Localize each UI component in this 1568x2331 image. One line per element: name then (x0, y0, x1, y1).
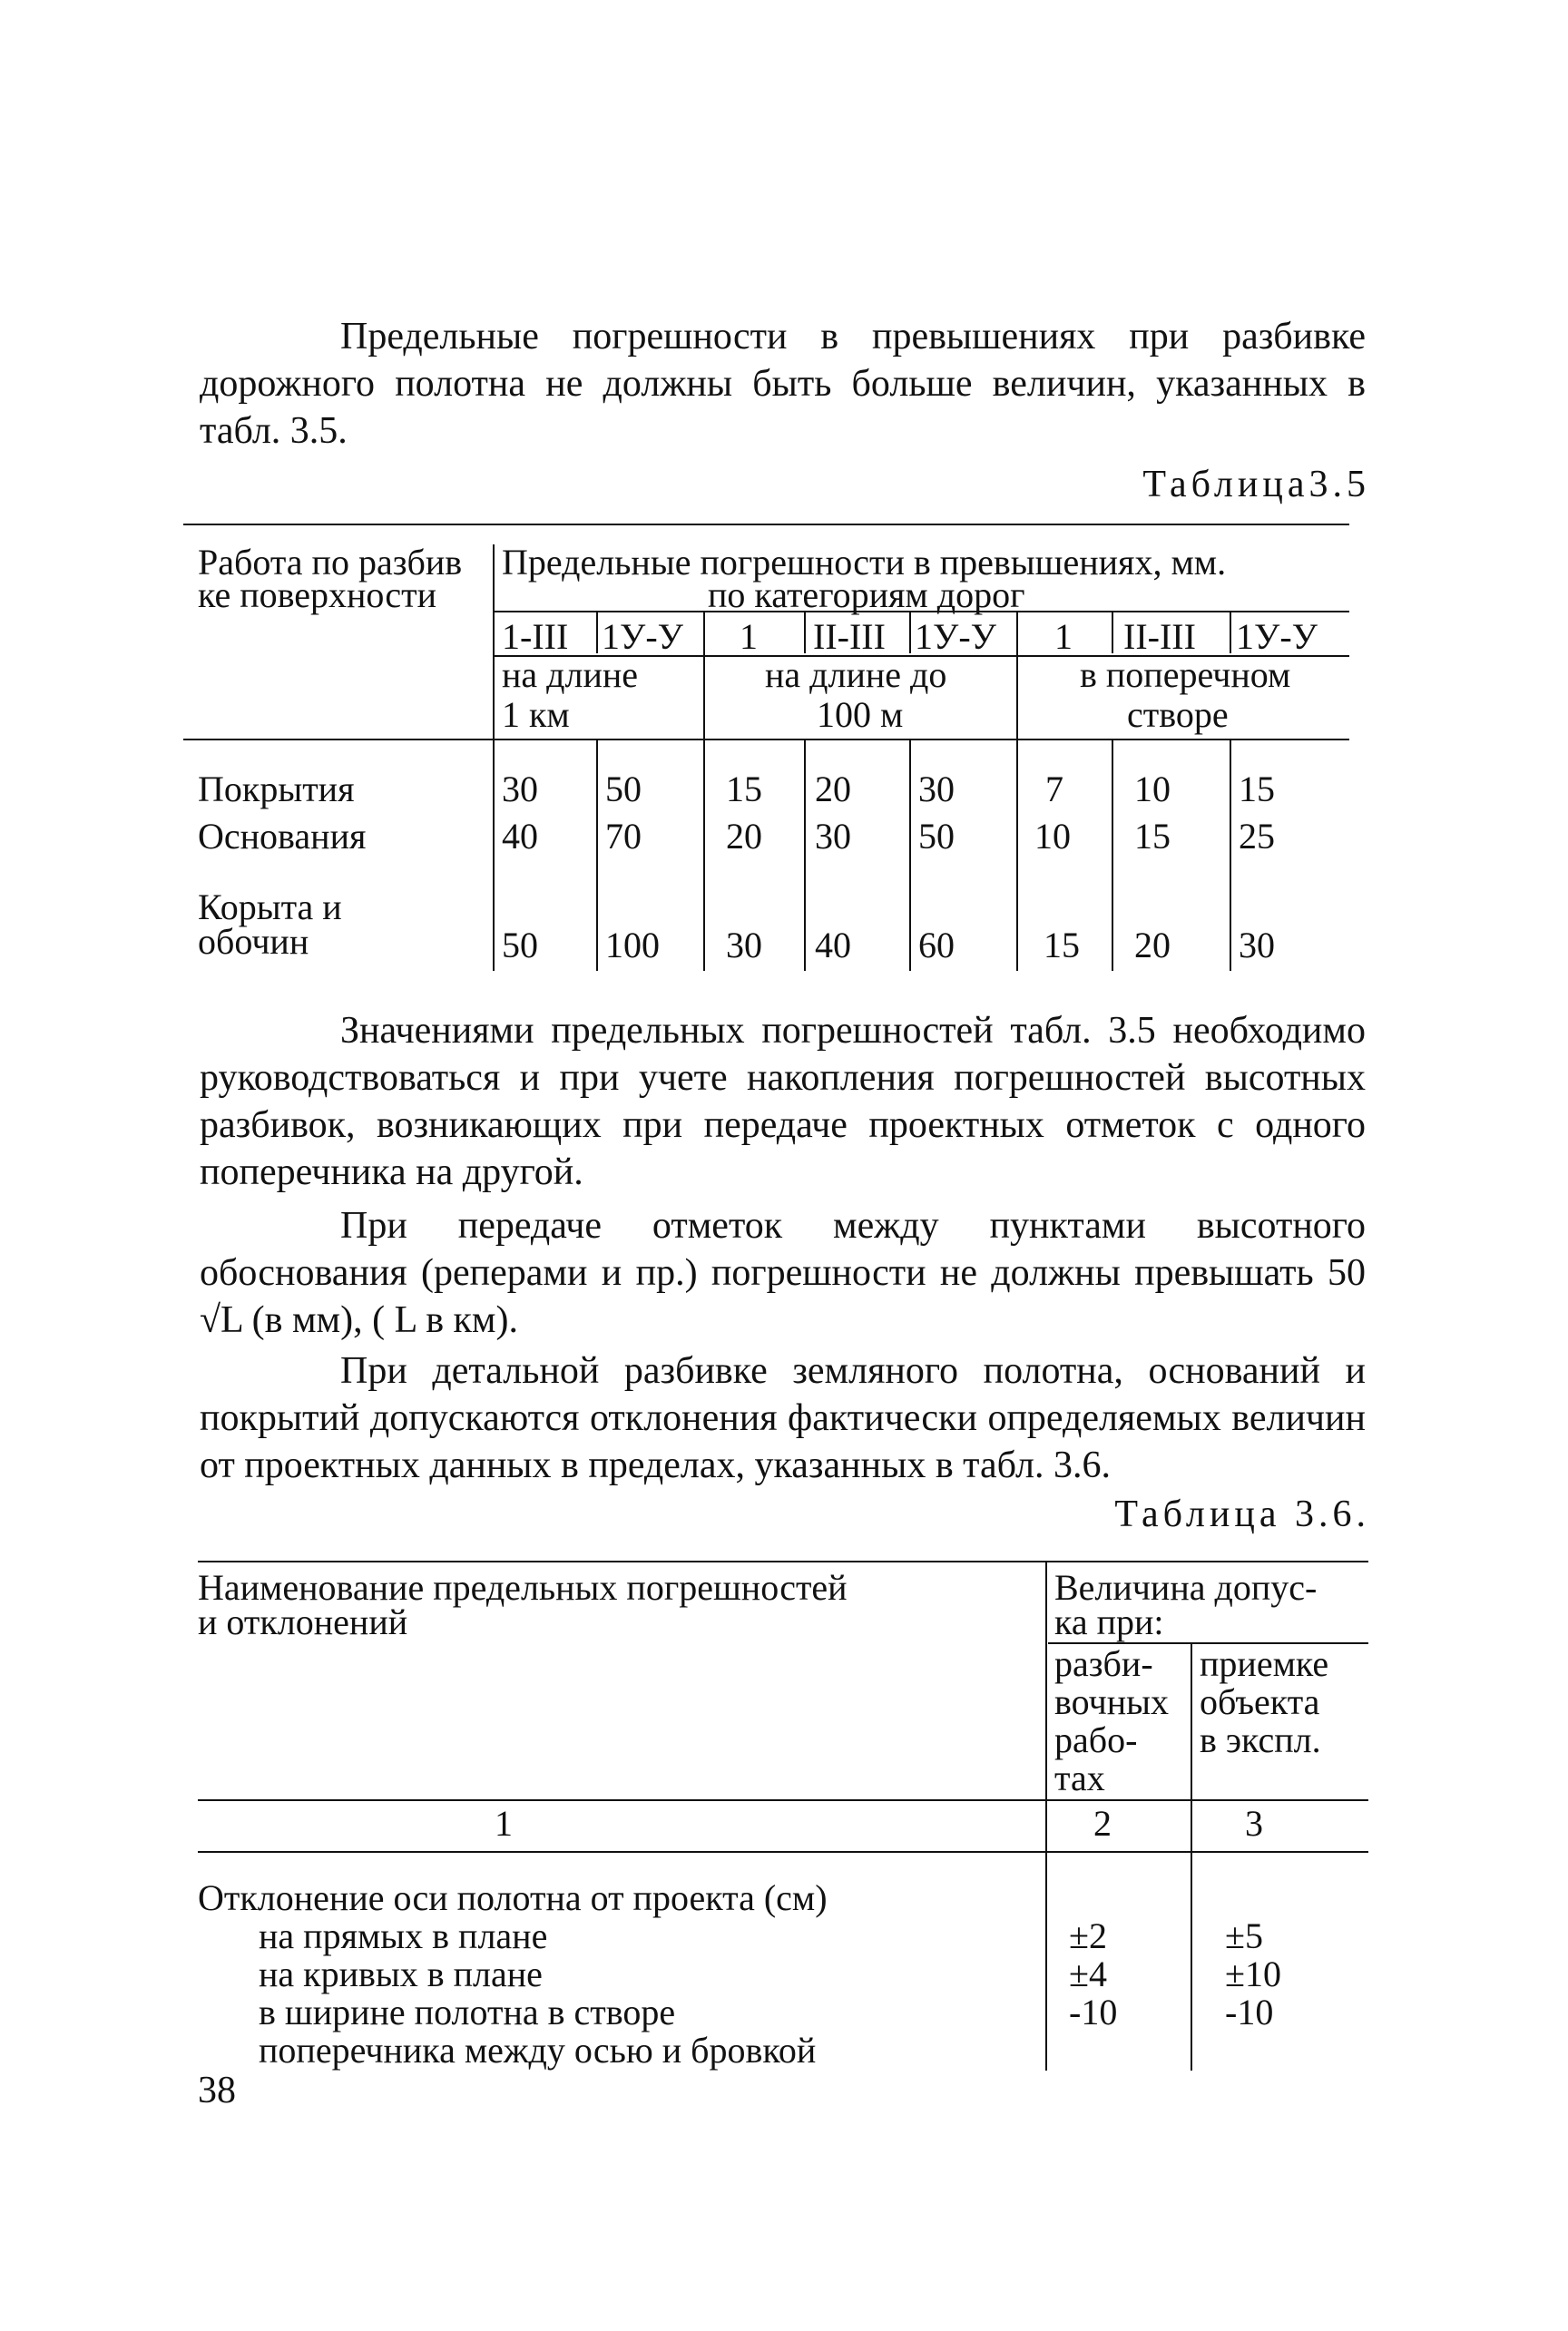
t35-value: 15 (1044, 925, 1080, 965)
t36-value: -10 (1069, 1992, 1118, 2032)
t35-category: 1У-У (1236, 616, 1318, 657)
t35-value: 15 (1134, 816, 1171, 857)
t35-value: 40 (502, 816, 538, 857)
t35-sub-header: по категориям дорог (708, 574, 1025, 615)
t35-value: 10 (1134, 769, 1171, 809)
t36-row-label: в ширине полотна в створе (259, 1992, 676, 2032)
t36-group-header-line2: ка при: (1054, 1601, 1164, 1642)
t36-col3-header-line2: объекта (1200, 1681, 1320, 1722)
t35-value: 50 (605, 769, 642, 809)
t36-col-number: 1 (495, 1803, 513, 1844)
t35-row-label: обочин (198, 921, 309, 962)
t35-value: 20 (815, 769, 851, 809)
t35-value: 15 (1239, 769, 1275, 809)
t36-row-label: поперечника между осью и бровкой (259, 2030, 817, 2071)
t36-col1-header-line1: Наименование предельных погрешностей (198, 1567, 848, 1608)
t35-value: 15 (726, 769, 762, 809)
t36-col-number: 3 (1245, 1803, 1263, 1844)
t36-group-header-line1: Величина допус- (1054, 1567, 1318, 1608)
t35-col0-header-line2: ке поверхности (198, 574, 437, 615)
t36-value: ±5 (1225, 1915, 1263, 1956)
t35-col0-header-line1: Работа по разбив (198, 542, 463, 583)
table-3-5-caption: Таблица3.5 (1142, 464, 1370, 505)
page-number: 38 (198, 2070, 236, 2111)
t35-value: 50 (918, 816, 955, 857)
t36-col2-header-line3: рабо- (1054, 1719, 1138, 1760)
t36-col2-header-line2: вочных (1054, 1681, 1169, 1722)
t35-category: 1 (1054, 616, 1073, 657)
t36-col2-header-line4: тах (1054, 1758, 1105, 1798)
table-3-6-caption: Таблица 3.6. (1114, 1494, 1370, 1535)
t35-category: 1У-У (602, 616, 683, 657)
t36-col2-header-line1: разби- (1054, 1643, 1153, 1684)
t35-value: 20 (726, 816, 762, 857)
t35-value: 30 (502, 769, 538, 809)
t35-value: 30 (815, 816, 851, 857)
t35-category: II-III (813, 616, 886, 657)
t36-row-label: на кривых в плане (259, 1954, 543, 1994)
t35-category: 1У-У (915, 616, 996, 657)
t36-col-number: 2 (1093, 1803, 1112, 1844)
t35-value: 30 (726, 925, 762, 965)
paragraph-accumulation: Значениями предельных погрешностей табл. 3.5 необходимо руководствоваться и при учете накопления погрешностей высотных разбивок, возникающих при передаче проектных отметок с одного поперечника на другой. (200, 1010, 1366, 1193)
t35-value: 70 (605, 816, 642, 857)
t35-group-100m-line1: на длине до (765, 654, 947, 695)
t36-col1-header-line2: и отклонений (198, 1601, 408, 1642)
t36-value: ±2 (1069, 1915, 1107, 1956)
t35-category: 1-III (502, 616, 569, 657)
t36-col3-header-line1: приемке (1200, 1643, 1329, 1684)
paragraph-benchmarks: При передаче отметок между пунктами высотного обоснования (реперами и пр.) погрешности не должны превышать 50 √L (в мм), ( L в км). (200, 1205, 1366, 1341)
t35-category: II-III (1123, 616, 1196, 657)
t35-group-1km-line1: на длине (502, 654, 639, 695)
t35-group-cross-line2: створе (1127, 694, 1229, 735)
t35-group-100m-line2: 100 м (817, 694, 904, 735)
t35-value: 40 (815, 925, 851, 965)
t35-value: 30 (1239, 925, 1275, 965)
t36-row-label: на прямых в плане (259, 1915, 548, 1956)
t35-main-header: Предельные погрешности в превышениях, мм. (502, 542, 1227, 583)
t36-value: ±10 (1225, 1954, 1281, 1994)
t35-value: 7 (1045, 769, 1063, 809)
t36-section-title: Отклонение оси полотна от проекта (см) (198, 1877, 828, 1918)
paragraph-detailed-layout: При детальной разбивке земляного полотна, оснований и покрытий допускаются отклонения фактически определяемых величин от проектных данных в пределах, указанных в табл. 3.6. (200, 1350, 1366, 1486)
t35-value: 60 (918, 925, 955, 965)
t36-value: ±4 (1069, 1954, 1107, 1994)
t35-row-label: Основания (198, 816, 367, 857)
t35-row-label: Покрытия (198, 769, 355, 809)
t35-category: 1 (740, 616, 758, 657)
t35-value: 100 (605, 925, 660, 965)
t35-value: 10 (1034, 816, 1071, 857)
t35-group-cross-line1: в поперечном (1080, 654, 1291, 695)
t35-value: 20 (1134, 925, 1171, 965)
t35-row-label: Корыта и (198, 886, 342, 927)
t35-group-1km-line2: 1 км (502, 694, 570, 735)
t35-value: 50 (502, 925, 538, 965)
t36-col3-header-line3: в экспл. (1200, 1719, 1321, 1760)
t35-value: 25 (1239, 816, 1275, 857)
t35-value: 30 (918, 769, 955, 809)
t36-value: -10 (1225, 1992, 1274, 2032)
paragraph-intro: Предельные погрешности в превышениях при разбивке дорожного полотна не должны быть больше величин, указанных в табл. 3.5. (200, 316, 1366, 452)
